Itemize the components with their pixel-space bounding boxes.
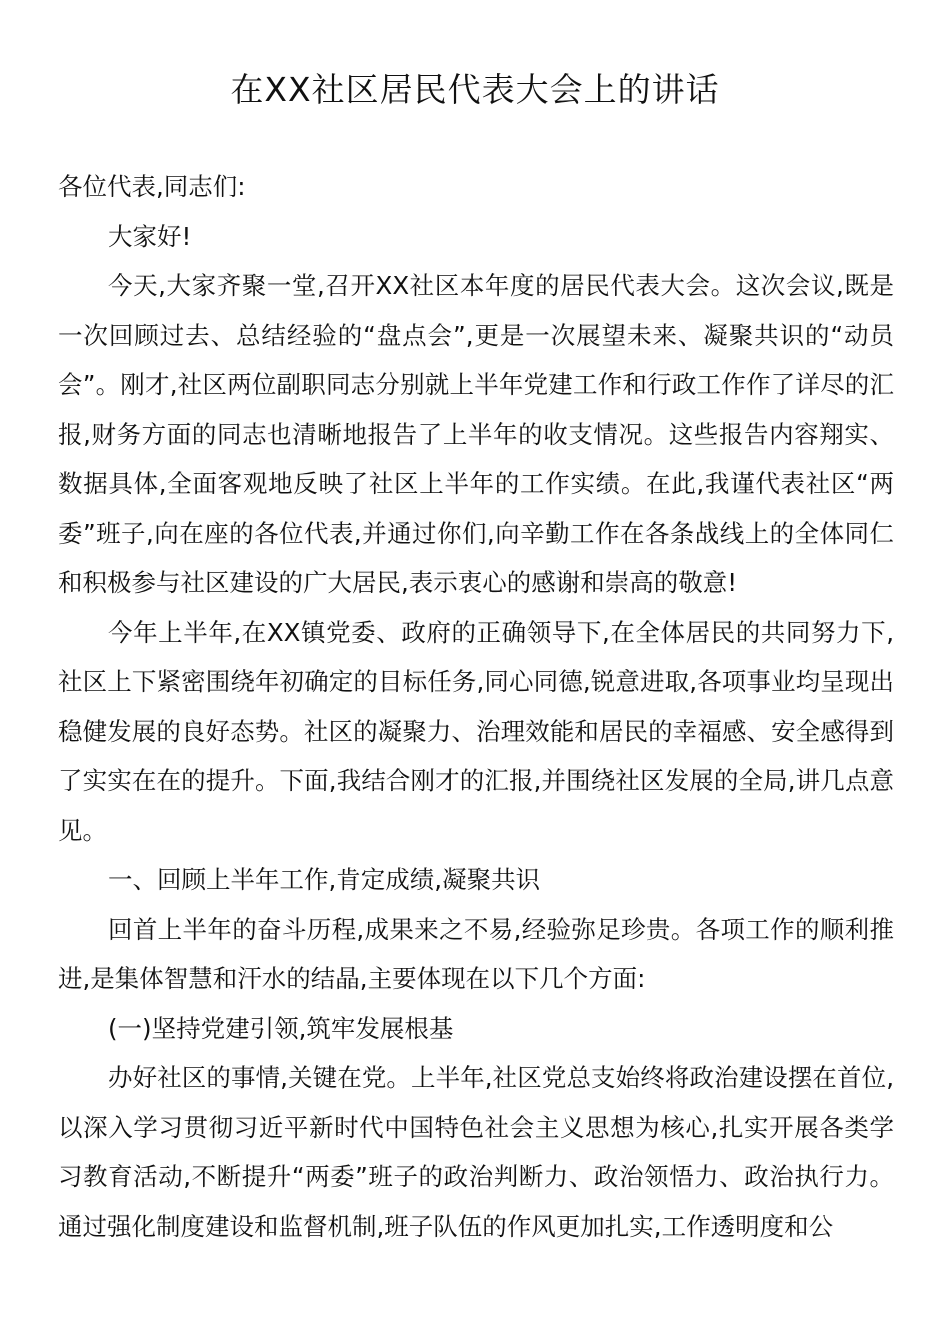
opening-paragraph: 今天,大家齐聚一堂,召开XX社区本年度的居民代表大会。这次会议,既是一次回顾过去、总结经验的“盘点会”,更是一次展望未来、凝聚共识的“动员会”。刚才,社区两位副职同志分别就上半年党建工作和行政工作作了详尽的汇报,财务方面的同志也清晰地报告了上半年的收支情况。这些报告内容翔实、数据具体,全面客观地反映了社区上半年的工作实绩。在此,我谨代表社区“两委”班子,向在座的各位代表,并通过你们,向辛勤工作在各条战线上的全体同仁和积极参与社区建设的广大居民,表示衷心的感谢和崇高的敬意!	[58, 271, 894, 597]
section-heading: 一、回顾上半年工作,肯定成绩,凝聚共识	[108, 865, 541, 894]
section-intro-paragraph: 回首上半年的奋斗历程,成果来之不易,经验弥足珍贵。各项工作的顺利推进,是集体智慧和汗水的结晶,主要体现在以下几个方面:	[58, 914, 894, 993]
summary-paragraph: 今年上半年,在XX镇党委、政府的正确领导下,在全体居民的共同努力下,社区上下紧密围绕年初确定的目标任务,同心同德,锐意进取,各项事业均呈现出稳健发展的良好态势。社区的凝聚力、治理效能和居民的幸福感、安全感得到了实实在在的提升。下面,我结合刚才的汇报,并围绕社区发展的全局,讲几点意见。	[58, 617, 894, 845]
subsection-body-paragraph: 办好社区的事情,关键在党。上半年,社区党总支始终将政治建设摆在首位,以深入学习贯彻习近平新时代中国特色社会主义思想为核心,扎实开展各类学习教育活动,不断提升“两委”班子的政治判断力、政治领悟力、政治执行力。通过强化制度建设和监督机制,班子队伍的作风更加扎实,工作透明度和公	[58, 1063, 894, 1241]
subsection-heading: (一)坚持党建引领,筑牢发展根基	[108, 1013, 454, 1043]
greeting-paragraph: 大家好!	[108, 221, 192, 251]
salutation: 各位代表,同志们:	[58, 172, 246, 201]
document-title: 在XX社区居民代表大会上的讲话	[230, 70, 720, 109]
document-body	[58, 162, 894, 1251]
